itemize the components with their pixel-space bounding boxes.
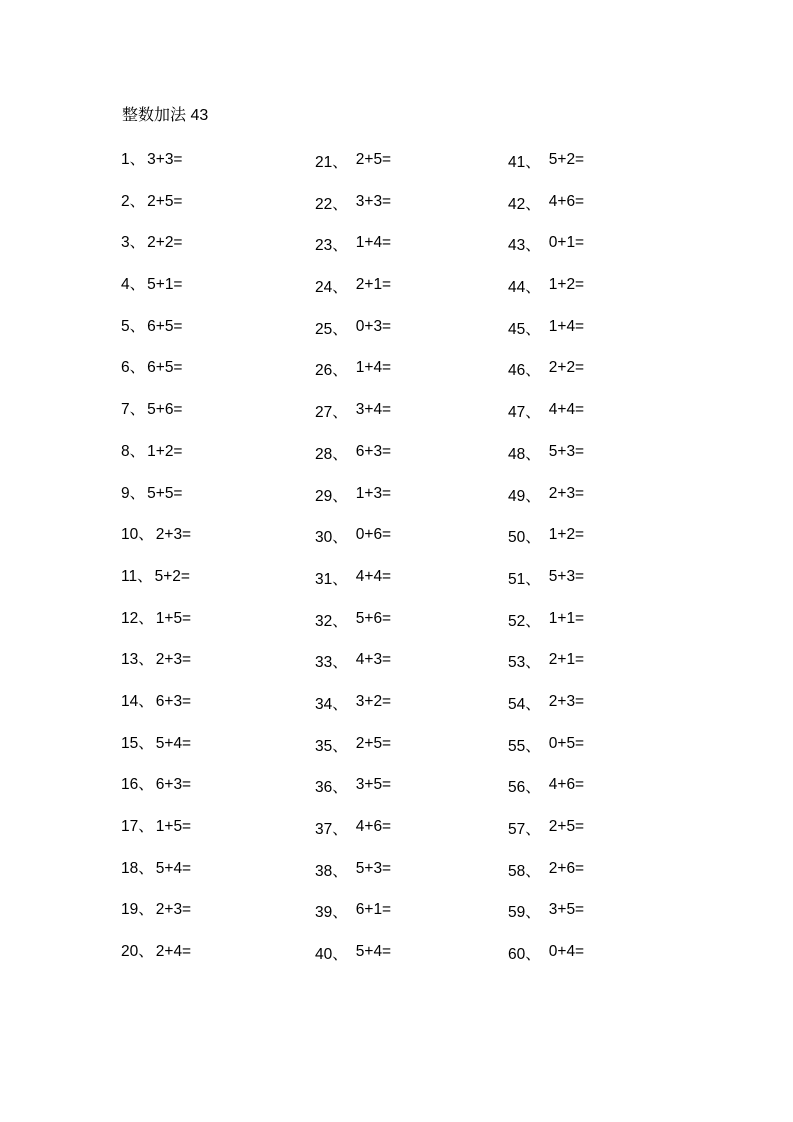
problem-column-2	[315, 149, 495, 983]
problem-number: 52	[508, 612, 526, 630]
problem-expression: 6+5=	[147, 317, 183, 335]
problem-item	[315, 733, 495, 775]
problem-number: 32	[315, 612, 333, 630]
problem-expression: 4+6=	[355, 818, 392, 835]
problem-number: 12	[121, 609, 139, 627]
problem-column-3	[508, 149, 688, 983]
problem-separator: 、	[129, 192, 146, 210]
problem-expression: 4+6=	[548, 776, 585, 794]
problem-item	[121, 316, 301, 358]
problem-expression: 1+3=	[355, 484, 392, 502]
problem-separator: 、	[525, 612, 541, 630]
problem-number: 8	[121, 442, 130, 460]
problem-expression: 5+4=	[155, 734, 192, 752]
problem-expression: 4+4=	[355, 567, 392, 585]
problem-separator: 、	[525, 195, 541, 213]
problem-separator: 、	[138, 651, 154, 669]
problem-item	[315, 858, 495, 900]
problem-item	[315, 441, 495, 483]
problem-number: 43	[508, 237, 526, 255]
problem-separator: 、	[332, 821, 348, 838]
problem-separator: 、	[129, 317, 146, 335]
problem-expression: 5+3=	[548, 567, 585, 585]
problem-expression: 1+2=	[548, 276, 585, 294]
problem-expression: 3+5=	[355, 776, 392, 794]
page-title: 整数加法 43	[122, 107, 209, 124]
problem-separator: 、	[332, 737, 348, 755]
problem-number: 30	[315, 529, 333, 547]
problem-expression: 2+2=	[147, 234, 183, 252]
problem-number: 1	[121, 151, 130, 168]
problem-expression: 3+2=	[355, 692, 392, 710]
problem-separator: 、	[525, 237, 541, 255]
problem-item	[508, 483, 688, 525]
problem-item	[508, 274, 688, 316]
problem-item	[121, 608, 301, 650]
problem-expression: 2+1=	[355, 276, 392, 294]
problem-item	[121, 274, 301, 316]
problem-expression: 6+3=	[355, 442, 392, 460]
problem-expression: 1+4=	[548, 317, 585, 335]
problem-number: 48	[508, 445, 526, 463]
problem-separator: 、	[332, 154, 348, 171]
problem-separator: 、	[138, 901, 154, 919]
problem-item	[121, 483, 301, 525]
problem-number: 7	[121, 401, 130, 419]
problem-number: 54	[508, 695, 526, 713]
problem-number: 50	[508, 529, 526, 547]
problem-separator: 、	[525, 737, 541, 755]
problem-expression: 1+2=	[548, 526, 585, 544]
problem-expression: 2+5=	[355, 734, 392, 752]
problem-item	[508, 941, 688, 983]
problem-separator: 、	[332, 695, 348, 713]
problem-number: 27	[315, 404, 333, 422]
problem-expression: 6+3=	[155, 692, 192, 710]
problem-number: 60	[508, 946, 526, 964]
problem-expression: 2+3=	[155, 526, 192, 544]
problem-number: 31	[315, 570, 333, 588]
problem-separator: 、	[129, 276, 146, 294]
problem-number: 39	[315, 904, 333, 922]
problem-expression: 6+5=	[147, 359, 183, 377]
problem-number: 49	[508, 487, 526, 505]
problem-separator: 、	[525, 154, 541, 171]
problem-expression: 0+6=	[355, 526, 392, 544]
problem-separator: 、	[332, 612, 348, 630]
problem-expression: 5+5=	[147, 484, 183, 502]
problem-separator: 、	[525, 946, 541, 964]
problem-expression: 1+5=	[155, 818, 192, 835]
problem-item	[508, 232, 688, 274]
problem-number: 18	[121, 859, 139, 877]
problem-expression: 1+1=	[548, 609, 585, 627]
problem-number: 29	[315, 487, 333, 505]
problem-separator: 、	[525, 320, 541, 338]
problem-separator: 、	[332, 320, 348, 338]
problem-column-1	[121, 149, 301, 983]
problem-expression: 2+5=	[548, 818, 585, 835]
problem-item	[315, 357, 495, 399]
problem-separator: 、	[138, 776, 154, 794]
problem-expression: 2+6=	[548, 859, 585, 877]
problem-number: 28	[315, 445, 333, 463]
problem-expression: 2+5=	[147, 192, 183, 210]
problem-item	[315, 608, 495, 650]
problem-expression: 2+3=	[155, 651, 192, 669]
problem-expression: 5+4=	[355, 943, 392, 961]
problem-separator: 、	[332, 654, 348, 672]
problem-item	[508, 858, 688, 900]
problem-item	[315, 191, 495, 233]
problem-separator: 、	[332, 195, 348, 213]
problem-number: 47	[508, 404, 526, 422]
problem-expression: 5+4=	[155, 859, 192, 877]
problem-item	[315, 483, 495, 525]
problem-expression: 3+3=	[147, 151, 183, 168]
problem-number: 59	[508, 904, 526, 922]
problem-item	[508, 524, 688, 566]
problem-separator: 、	[138, 943, 154, 961]
problem-item	[121, 774, 301, 816]
problem-separator: 、	[525, 904, 541, 922]
problem-number: 51	[508, 570, 526, 588]
problem-expression: 5+2=	[154, 567, 190, 585]
problem-separator: 、	[525, 529, 541, 547]
problem-item	[315, 816, 495, 858]
problem-expression: 5+3=	[355, 859, 392, 877]
problem-expression: 3+4=	[355, 401, 392, 419]
problem-expression: 4+3=	[355, 651, 392, 669]
problem-item	[315, 774, 495, 816]
problem-item	[315, 524, 495, 566]
problem-number: 33	[315, 654, 333, 672]
problem-item	[121, 858, 301, 900]
problem-item	[508, 316, 688, 358]
problem-item	[508, 566, 688, 608]
problem-number: 13	[121, 651, 139, 669]
problem-number: 23	[315, 237, 333, 255]
problem-number: 19	[121, 901, 139, 919]
problem-item	[121, 691, 301, 733]
problem-expression: 2+2=	[548, 359, 585, 377]
problem-item	[315, 649, 495, 691]
problem-item	[121, 191, 301, 233]
problem-number: 41	[508, 154, 526, 171]
problem-expression: 5+1=	[147, 276, 183, 294]
problem-expression: 3+3=	[355, 192, 392, 210]
problem-separator: 、	[525, 445, 541, 463]
problem-item	[121, 524, 301, 566]
problem-item	[121, 357, 301, 399]
problem-item	[121, 816, 301, 858]
problem-item	[121, 649, 301, 691]
problem-expression: 5+6=	[147, 401, 183, 419]
problem-expression: 0+1=	[548, 234, 585, 252]
problem-separator: 、	[138, 859, 154, 877]
problem-number: 11	[121, 567, 138, 585]
problem-number: 34	[315, 695, 333, 713]
problem-item	[315, 399, 495, 441]
problem-expression: 1+5=	[155, 609, 192, 627]
problem-item	[121, 232, 301, 274]
problem-separator: 、	[129, 234, 146, 252]
problem-separator: 、	[332, 570, 348, 588]
problem-separator: 、	[332, 362, 348, 380]
problem-expression: 0+3=	[355, 317, 392, 335]
problem-separator: 、	[525, 404, 541, 422]
problem-item	[508, 191, 688, 233]
problem-expression: 4+4=	[548, 401, 585, 419]
problem-number: 4	[121, 276, 130, 294]
problem-separator: 、	[332, 862, 348, 880]
problem-number: 20	[121, 943, 139, 961]
problem-number: 55	[508, 737, 526, 755]
problem-separator: 、	[525, 487, 541, 505]
problem-separator: 、	[138, 526, 154, 544]
problem-separator: 、	[137, 567, 153, 585]
problem-number: 58	[508, 862, 526, 880]
problem-item	[508, 608, 688, 650]
problem-item	[315, 941, 495, 983]
problem-expression: 2+3=	[548, 484, 585, 502]
problem-number: 44	[508, 279, 526, 297]
problem-item	[121, 399, 301, 441]
problem-item	[315, 691, 495, 733]
problem-item	[315, 899, 495, 941]
problem-separator: 、	[129, 484, 146, 502]
problem-item	[315, 566, 495, 608]
problem-expression: 0+4=	[548, 943, 585, 961]
problem-separator: 、	[138, 734, 154, 752]
problem-number: 14	[121, 692, 139, 710]
problem-number: 35	[315, 737, 333, 755]
problem-number: 57	[508, 821, 526, 838]
problem-item	[508, 899, 688, 941]
problem-number: 26	[315, 362, 333, 380]
problem-separator: 、	[332, 404, 348, 422]
problem-expression: 5+2=	[548, 151, 585, 168]
problem-expression: 6+1=	[355, 901, 392, 919]
problem-item	[508, 774, 688, 816]
problem-number: 45	[508, 320, 526, 338]
problem-item	[121, 899, 301, 941]
problem-number: 3	[121, 234, 130, 252]
problem-separator: 、	[332, 487, 348, 505]
problem-item	[508, 816, 688, 858]
problem-item	[121, 733, 301, 775]
problem-separator: 、	[129, 401, 146, 419]
problem-number: 38	[315, 862, 333, 880]
problem-item	[508, 649, 688, 691]
problem-separator: 、	[525, 862, 541, 880]
problem-expression: 1+4=	[355, 234, 392, 252]
problem-expression: 2+4=	[155, 943, 192, 961]
problem-separator: 、	[129, 442, 146, 460]
problem-number: 36	[315, 779, 333, 797]
problem-number: 37	[315, 821, 333, 838]
problem-number: 21	[315, 154, 333, 171]
problem-expression: 5+6=	[355, 609, 392, 627]
problem-number: 46	[508, 362, 526, 380]
problem-item	[508, 399, 688, 441]
problem-separator: 、	[525, 821, 541, 838]
problem-separator: 、	[332, 529, 348, 547]
problem-expression: 2+3=	[155, 901, 192, 919]
problem-item	[508, 441, 688, 483]
problem-item	[121, 149, 301, 191]
problem-separator: 、	[332, 237, 348, 255]
problem-expression: 4+6=	[548, 192, 585, 210]
problem-separator: 、	[525, 654, 541, 672]
problem-number: 53	[508, 654, 526, 672]
problem-expression: 0+5=	[548, 734, 585, 752]
problem-expression: 1+2=	[147, 442, 183, 460]
problem-number: 2	[121, 192, 130, 210]
problem-number: 9	[121, 484, 130, 502]
problem-number: 10	[121, 526, 139, 544]
problem-separator: 、	[138, 692, 154, 710]
problem-item	[315, 149, 495, 191]
problem-item	[508, 733, 688, 775]
problem-number: 56	[508, 779, 526, 797]
problem-item	[508, 357, 688, 399]
problem-separator: 、	[525, 695, 541, 713]
problem-separator: 、	[525, 279, 541, 297]
problem-number: 15	[121, 734, 139, 752]
problem-number: 5	[121, 317, 130, 335]
problem-number: 6	[121, 359, 130, 377]
problem-separator: 、	[138, 609, 154, 627]
problem-item	[508, 149, 688, 191]
problem-item	[121, 441, 301, 483]
problem-item	[315, 232, 495, 274]
problem-expression: 5+3=	[548, 442, 585, 460]
problem-item	[508, 691, 688, 733]
problem-item	[315, 316, 495, 358]
problem-expression: 2+3=	[548, 692, 585, 710]
problem-expression: 6+3=	[155, 776, 192, 794]
problem-separator: 、	[525, 362, 541, 380]
problem-expression: 3+5=	[548, 901, 585, 919]
problem-separator: 、	[332, 279, 348, 297]
problem-separator: 、	[332, 946, 348, 964]
problem-separator: 、	[129, 151, 146, 168]
problem-number: 42	[508, 195, 526, 213]
problem-separator: 、	[129, 359, 146, 377]
problem-expression: 2+5=	[355, 151, 392, 168]
problem-separator: 、	[138, 818, 154, 835]
problem-separator: 、	[332, 779, 348, 797]
problem-item	[315, 274, 495, 316]
problem-separator: 、	[332, 445, 348, 463]
problem-number: 25	[315, 320, 333, 338]
problem-number: 17	[121, 818, 139, 835]
problem-number: 40	[315, 946, 333, 964]
problem-item	[121, 566, 301, 608]
problem-separator: 、	[525, 779, 541, 797]
problem-expression: 1+4=	[355, 359, 392, 377]
problem-separator: 、	[332, 904, 348, 922]
problem-number: 16	[121, 776, 139, 794]
problem-expression: 2+1=	[548, 651, 585, 669]
problem-number: 24	[315, 279, 333, 297]
problem-item	[121, 941, 301, 983]
problem-number: 22	[315, 195, 333, 213]
problem-separator: 、	[525, 570, 541, 588]
